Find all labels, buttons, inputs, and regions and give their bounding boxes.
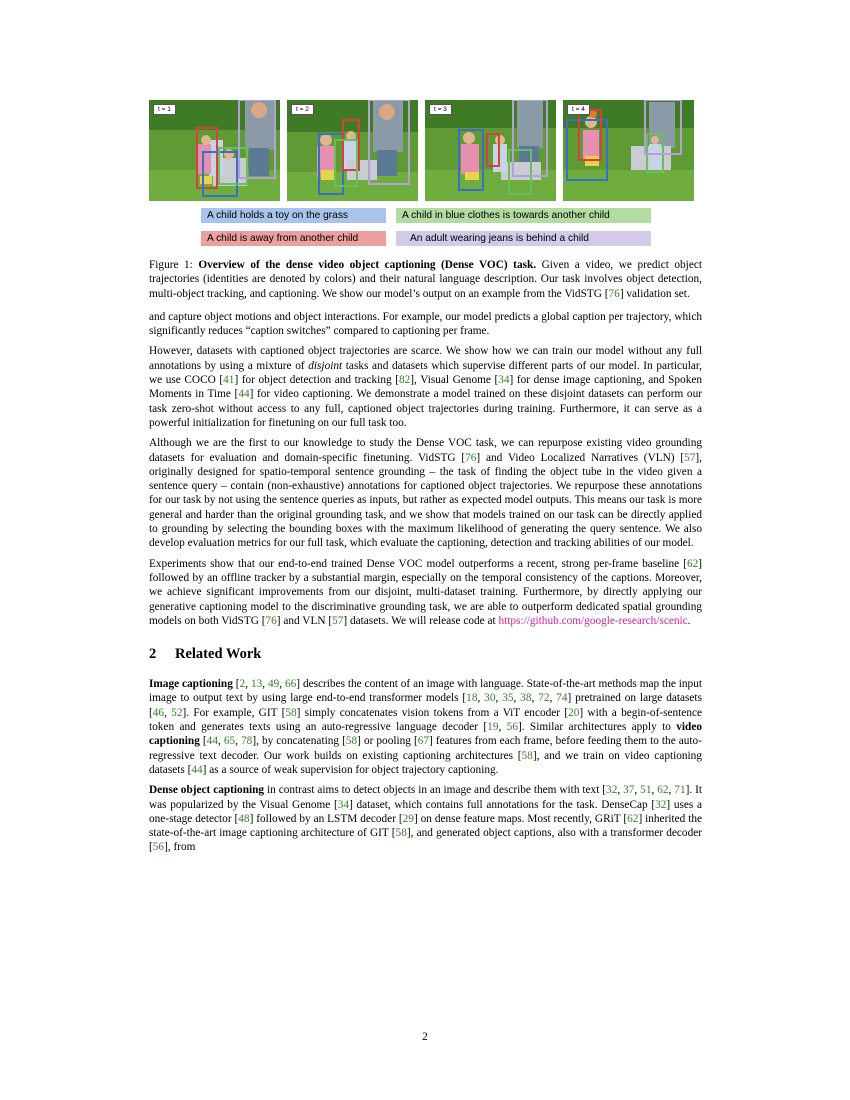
video-frame-2 bbox=[287, 100, 418, 201]
text: ], and we train on video captioning datasets [ bbox=[149, 749, 702, 776]
caption-text: Given a video, we predict object trajectories (identities are denoted by colors) and their natural language description. Our task involves object detection, multi-object tracking, and captioning. We show our model’s output on an example from the VidSTG [ bbox=[149, 259, 702, 300]
text: ] features from each frame, before feeding them to the auto-regressive text decoder. Our work builds on existing captioning architectures [ bbox=[149, 735, 702, 762]
citation-link[interactable]: 62 bbox=[657, 784, 669, 797]
paragraph-dense-captioning bbox=[149, 783, 702, 854]
text: Experiments show that our end-to-end trained Dense VOC model outperforms a recent, strong per-frame baseline [ bbox=[149, 557, 687, 570]
text: , bbox=[617, 784, 624, 797]
citation-link[interactable]: 46 bbox=[152, 706, 165, 719]
citation-link[interactable]: 71 bbox=[674, 784, 686, 797]
text: , bbox=[235, 735, 242, 748]
text: , bbox=[279, 678, 285, 691]
citation-link[interactable]: 44 bbox=[206, 735, 218, 748]
citation-link[interactable]: 65 bbox=[223, 735, 236, 748]
run-in-heading: Image captioning bbox=[149, 678, 233, 691]
section-title: Related Work bbox=[175, 646, 262, 663]
citation-link[interactable]: 76 bbox=[265, 614, 277, 627]
citation-link[interactable]: 72 bbox=[538, 692, 550, 705]
text: ] followed by an offline tracker by a substantial margin, especially on the temporal consistency of the captions. Moreover, we achieve significant improvements from our disjoint, multi-dataset training. Furthermore, by directly applying our generative captioning model to the discriminative grounding task, we are able to outperform dedicated spatial grounding models on both VidSTG [ bbox=[149, 557, 702, 627]
citation-link[interactable]: 74 bbox=[556, 692, 568, 705]
frame-2-image bbox=[287, 100, 418, 201]
text: , bbox=[668, 784, 675, 797]
text: ] or pooling [ bbox=[357, 735, 418, 748]
citation-link[interactable]: 78 bbox=[241, 735, 253, 748]
frame-3-image bbox=[425, 100, 556, 201]
emphasis: disjoint bbox=[308, 359, 343, 372]
text: , bbox=[498, 721, 507, 734]
text: , bbox=[262, 678, 268, 691]
text: , bbox=[477, 692, 485, 705]
text: ] on dense feature maps. Most recently, GRiT [ bbox=[413, 812, 628, 825]
citation-link[interactable]: 49 bbox=[267, 678, 280, 691]
citation-link[interactable]: 32 bbox=[606, 784, 618, 797]
text: However, datasets with captioned object trajectories are scarce. We show how we can train our model without any full annotations by using a mixture of bbox=[149, 345, 702, 372]
citation-link[interactable]: 32 bbox=[655, 798, 667, 811]
citation-link[interactable]: 76 bbox=[465, 451, 477, 464]
text: . bbox=[687, 614, 691, 627]
citation-link[interactable]: 48 bbox=[238, 812, 250, 825]
text: ] followed by an LSTM decoder [ bbox=[249, 812, 403, 825]
frame-time-label: t = 3 bbox=[429, 104, 452, 115]
frame-time-label: t = 4 bbox=[567, 104, 590, 115]
citation-link[interactable]: 57 bbox=[332, 614, 344, 627]
text: , bbox=[164, 706, 172, 719]
video-frames bbox=[149, 100, 694, 201]
figure-caption bbox=[149, 258, 702, 301]
frame-time-label: t = 2 bbox=[291, 104, 314, 115]
paragraph-4 bbox=[149, 557, 702, 628]
bold-term: video captioning bbox=[149, 721, 702, 748]
text: ] as a source of weak supervision for object trajectory captioning. bbox=[202, 763, 499, 776]
citation-link[interactable]: 62 bbox=[686, 557, 699, 570]
page-number: 2 bbox=[422, 1031, 428, 1043]
text: , bbox=[549, 692, 557, 705]
citation-link[interactable]: 58 bbox=[345, 735, 358, 748]
section-number: 2 bbox=[149, 646, 157, 663]
text: ] for dense image captioning, and Spoken Moments in Time [ bbox=[149, 374, 703, 401]
video-frame-1 bbox=[149, 100, 280, 201]
legend-item-green: A child in blue clothes is towards another child bbox=[396, 208, 651, 223]
caption-legend bbox=[201, 208, 651, 246]
text: ], originally designed for spatio-temporal sentence grounding – the task of finding the object tube in the video given a sentence query – contain (non-exhaustive) annotations for captioned object trajectories. We repurpose these annotations for our task by not using the sentence queries as inputs, but rather as expected model outputs. This means our task is more general and harder than the original grounding task, and we show that models trained on our task can be directly applied to grounding by selecting the bounding boxes with the maximum likelihood of generating the query sentence. We also develop evaluation metrics for our full task, which evaluate the captioning, detection and tracking abilities of our model. bbox=[149, 451, 703, 550]
citation-link[interactable]: 52 bbox=[171, 706, 183, 719]
code-url-link[interactable]: https://github.com/google-research/scenic bbox=[498, 614, 688, 627]
paper-page bbox=[149, 100, 702, 855]
citation-link[interactable]: 18 bbox=[466, 692, 478, 705]
text: ] describes the content of an image with language. State-of-the-art methods map the input image to output text by using large end-to-end transformer models [ bbox=[149, 678, 702, 705]
legend-item-purple: An adult wearing jeans is behind a child bbox=[396, 231, 651, 246]
text: [ bbox=[199, 735, 207, 748]
citation-link[interactable]: 19 bbox=[487, 721, 499, 734]
citation-link[interactable]: 41 bbox=[223, 374, 235, 387]
text: , bbox=[651, 784, 658, 797]
legend-item-red: A child is away from another child bbox=[201, 231, 386, 246]
paragraph-1 bbox=[149, 310, 702, 339]
text: , bbox=[634, 784, 641, 797]
citation-link[interactable]: 58 bbox=[521, 749, 533, 762]
citation-link[interactable]: 38 bbox=[520, 692, 532, 705]
text: ] inherited the state-of-the-art image captioning architecture of GIT [ bbox=[149, 812, 703, 840]
text: ] uses a one-stage detector [ bbox=[149, 798, 702, 825]
text: , bbox=[513, 692, 521, 705]
text: [ bbox=[232, 678, 240, 691]
text: Although we are the first to our knowledge to study the Dense VOC task, we can repurpose existing video grounding datasets for evaluation and domain-specific finetuning. VidSTG [ bbox=[149, 437, 702, 464]
frame-1-image bbox=[149, 100, 280, 201]
citation-link[interactable]: 56 bbox=[506, 721, 518, 734]
text: ], by concatenating [ bbox=[252, 735, 346, 748]
citation-link[interactable]: 56 bbox=[152, 841, 165, 854]
citation-link[interactable]: 37 bbox=[623, 784, 635, 797]
text: in contrast aims to detect objects in an image and describe them with text [ bbox=[264, 784, 607, 797]
citation-link[interactable]: 34 bbox=[498, 374, 510, 387]
citation-link[interactable]: 20 bbox=[568, 706, 580, 719]
text: ]. Similar architectures apply to bbox=[517, 721, 677, 734]
citation-link[interactable]: 29 bbox=[402, 812, 414, 825]
text: , bbox=[531, 692, 539, 705]
text: tasks and datasets which supervise different parts of our model. In particular, we use COCO [ bbox=[149, 359, 702, 387]
text: , bbox=[217, 735, 224, 748]
text: ] and Video Localized Narratives (VLN) [ bbox=[476, 451, 685, 464]
citation-link[interactable]: 51 bbox=[640, 784, 652, 797]
text: ]. For example, GIT [ bbox=[182, 706, 286, 719]
figure-1 bbox=[149, 100, 702, 301]
text: ] pretrained on large datasets [ bbox=[149, 692, 702, 719]
text: ]. It was popularized by the Visual Genome [ bbox=[149, 784, 703, 811]
citation-link[interactable]: 13 bbox=[250, 678, 263, 691]
video-frame-3 bbox=[425, 100, 556, 201]
paragraph-3 bbox=[149, 436, 702, 550]
text: ], Visual Genome [ bbox=[410, 374, 499, 387]
citation-link[interactable]: 62 bbox=[627, 812, 639, 825]
text: , bbox=[245, 678, 251, 691]
paragraph-2 bbox=[149, 344, 702, 430]
citation-link[interactable]: 30 bbox=[484, 692, 496, 705]
citation-link[interactable]: 58 bbox=[285, 706, 297, 719]
citation-link[interactable]: 76 bbox=[608, 287, 620, 300]
citation-link[interactable]: 2 bbox=[239, 678, 246, 691]
citation-link[interactable]: 58 bbox=[395, 827, 407, 840]
text: ] simply concatenates vision tokens from a ViT encoder [ bbox=[296, 706, 569, 719]
text: and capture object motions and object interactions. For example, our model predicts a global caption per trajectory, which significantly reduces “caption switches” compared to captioning per frame. bbox=[149, 310, 702, 338]
citation-link[interactable]: 34 bbox=[337, 798, 350, 811]
citation-link[interactable]: 66 bbox=[285, 678, 297, 691]
text: ] and VLN [ bbox=[276, 614, 333, 627]
video-frame-4 bbox=[563, 100, 694, 201]
run-in-heading: Dense object captioning bbox=[149, 784, 265, 797]
section-heading bbox=[149, 646, 702, 662]
paragraph-image-captioning bbox=[149, 677, 702, 777]
text: ], from bbox=[164, 841, 196, 854]
citation-link[interactable]: 35 bbox=[502, 692, 514, 705]
text: ] for object detection and tracking [ bbox=[234, 374, 399, 387]
citation-link[interactable]: 44 bbox=[191, 763, 203, 776]
text: , bbox=[495, 692, 503, 705]
text: ] with a begin-of-sentence token and generates texts using an auto-regressive language decoder [ bbox=[149, 706, 702, 734]
caption-label: Figure 1: bbox=[149, 259, 199, 271]
frame-4-image bbox=[563, 100, 694, 201]
caption-text: ] validation set. bbox=[619, 287, 690, 300]
text: ] dataset, which contains full annotations for the task. DenseCap [ bbox=[349, 798, 656, 811]
citation-link[interactable]: 82 bbox=[398, 374, 411, 387]
citation-link[interactable]: 57 bbox=[684, 451, 696, 464]
citation-link[interactable]: 67 bbox=[417, 735, 430, 748]
text: ], and generated object captions, also with a transformer decoder [ bbox=[149, 827, 703, 854]
caption-title: Overview of the dense video object captioning (Dense VOC) task. bbox=[198, 259, 537, 271]
text: ] for video captioning. We demonstrate a model trained on these disjoint datasets can perform our task zero-shot without access to any full, captioned object trajectories during training. Furthermore, it can serve as a powerful initialization for finetuning on our full task too. bbox=[149, 388, 702, 429]
citation-link[interactable]: 44 bbox=[238, 388, 250, 401]
text: ] datasets. We will release code at bbox=[343, 614, 499, 627]
legend-item-blue: A child holds a toy on the grass bbox=[201, 208, 386, 223]
frame-time-label: t = 1 bbox=[153, 104, 176, 115]
